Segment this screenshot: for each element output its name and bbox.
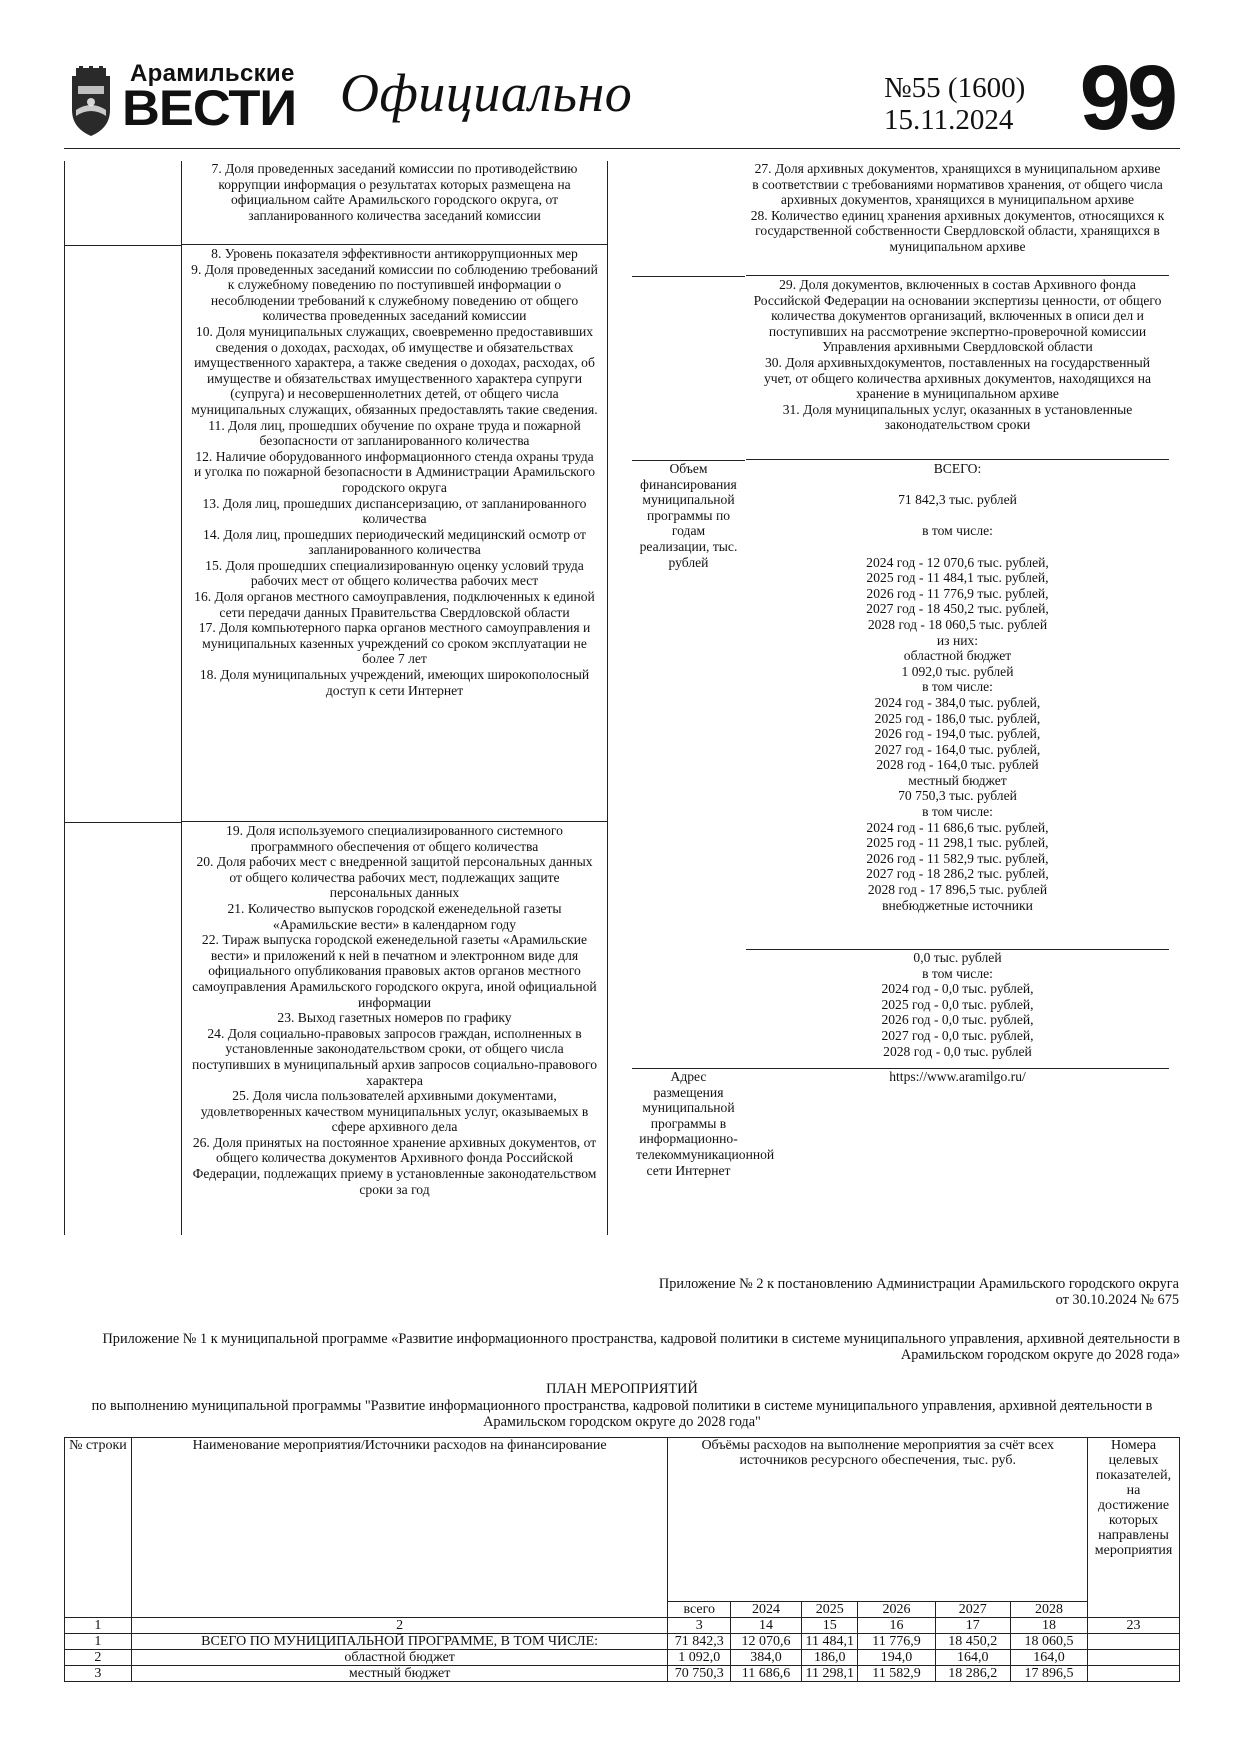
finance-line: в том числе: (922, 965, 993, 981)
right-cell-2 (746, 277, 1169, 460)
finance-line: 2028 год - 0,0 тыс. рублей (883, 1043, 1032, 1059)
finance-line (746, 477, 1169, 493)
finance-line: 2026 год - 11 776,9 тыс. рублей, (866, 585, 1049, 601)
indicator-item: 22. Тираж выпуска городской еженедельной газеты «Арамильские вести» и приложений к ней в печатном и электронном виде для официального опубликования правовых актов органов местного самоуправления Арамильского городского округа, иной официальной информации (192, 932, 597, 1010)
finance-values (746, 461, 1169, 950)
finance-line (746, 508, 1169, 524)
head-year: 2024 (731, 1602, 802, 1618)
finance-line: 2024 год - 384,0 тыс. рублей, (874, 694, 1041, 710)
row-value: 18 450,2 (935, 1634, 1010, 1650)
row-num: 3 (65, 1666, 132, 1682)
right-passport-table (632, 161, 1170, 1249)
row-value: 164,0 (1010, 1650, 1087, 1666)
page-number: 99 (1079, 47, 1174, 149)
address-link[interactable]: https://www.aramilgo.ru/ (889, 1069, 1026, 1084)
right-label-cell-1 (632, 161, 745, 277)
address-label: Адрес размещения муниципальной программы в информационно-телекоммуникационной сети Интернет (636, 1069, 775, 1178)
row-value: 18 060,5 (1010, 1634, 1087, 1650)
finance-line: 1 092,0 тыс. рублей (901, 663, 1014, 679)
left-cell-1 (182, 161, 607, 245)
finance-line: 2025 год - 11 484,1 тыс. рублей, (866, 570, 1049, 586)
annex-reference (79, 1276, 1179, 1308)
page-header (64, 44, 1180, 149)
row-value: 12 070,6 (731, 1634, 802, 1650)
finance-line: 2028 год - 18 060,5 тыс. рублей (867, 616, 1048, 632)
indicator-item: 25. Доля числа пользователей архивными документами, удовлетворенных качеством муниципальных услуг, оказываемых в сфере архивного дела (200, 1088, 589, 1135)
left-label-cell-2 (64, 246, 181, 823)
right-label-cell-2 (632, 277, 745, 461)
annex-line-2: от 30.10.2024 № 675 (1055, 1292, 1179, 1308)
finance-line: 2027 год - 18 286,2 тыс. рублей, (866, 866, 1049, 882)
row-value: 11 686,6 (731, 1666, 802, 1682)
left-label-cell-1 (64, 161, 181, 246)
finance-line: местный бюджет (908, 772, 1007, 788)
finance-line: 2024 год - 11 686,6 тыс. рублей, (866, 819, 1049, 835)
issue-info (884, 72, 1025, 136)
head-rownum: № строки (65, 1438, 132, 1618)
head-year: 2026 (858, 1602, 935, 1618)
indicator-item: 11. Доля лиц, прошедших обучение по охране труда и пожарной безопасности от запланированного количества (208, 417, 581, 449)
finance-line: из них: (936, 632, 979, 648)
row-value: 194,0 (858, 1650, 935, 1666)
colnum: 15 (802, 1618, 858, 1634)
row-name: ВСЕГО ПО МУНИЦИПАЛЬНОЙ ПРОГРАММЕ, В ТОМ ЧИСЛЕ: (131, 1634, 668, 1650)
row-value: 11 776,9 (858, 1634, 935, 1650)
row-name: местный бюджет (131, 1666, 668, 1682)
indicator-item: 28. Количество единиц хранения архивных документов, относящихся к государственной собственности Свердловской области, хранящихся в муниципальном архиве (750, 207, 1165, 254)
indicator-item: 20. Доля рабочих мест с внедренной защитой персональных данных от общего количества рабочих мест, подлежащих защите персональных данных (196, 854, 593, 901)
brand-name-main: ВЕСТИ (122, 80, 297, 136)
left-indicators-table (64, 161, 608, 1235)
colnum: 23 (1088, 1618, 1180, 1634)
row-value: 11 582,9 (858, 1666, 935, 1682)
coat-of-arms-icon (66, 66, 116, 138)
finance-line: 2025 год - 186,0 тыс. рублей, (874, 710, 1041, 726)
right-cell-1 (746, 161, 1169, 276)
finance-line: в том числе: (922, 804, 993, 820)
finance-line: 70 750,3 тыс. рублей (898, 788, 1017, 804)
left-cell-3 (182, 823, 607, 1235)
indicator-item: 9. Доля проведенных заседаний комиссии по соблюдению требований к служебному поведению по поступившей информации о несоблюдении требований к служебному поведению от общего количества проведенных заседаний комиссии (191, 261, 598, 324)
left-cell-2 (182, 246, 607, 822)
row-value: 17 896,5 (1010, 1666, 1087, 1682)
row-value: 11 484,1 (802, 1634, 858, 1650)
table-row (65, 1634, 1180, 1650)
annex-line-1: Приложение № 2 к постановлению Администрации Арамильского городского округа (658, 1276, 1179, 1292)
indicator-item: 12. Наличие оборудованного информационного стенда охраны труда и уголка по пожарной безопасности в Администрации Арамильского городского округа (194, 448, 595, 495)
finance-line: 2025 год - 11 298,1 тыс. рублей, (866, 835, 1049, 851)
finance-line: в том числе: (922, 679, 993, 695)
finance-line: 2026 год - 11 582,9 тыс. рублей, (866, 850, 1049, 866)
row-name: областной бюджет (131, 1650, 668, 1666)
row-total: 71 842,3 (668, 1634, 731, 1650)
colnum: 18 (1010, 1618, 1087, 1634)
indicator-item: 17. Доля компьютерного парка органов местного самоуправления и муниципальных казенных учреждений со сроком эксплуатации не более 7 лет (198, 620, 591, 667)
finance-line: 2024 год - 0,0 тыс. рублей, (881, 981, 1034, 997)
table-row (65, 1650, 1180, 1666)
colnum: 17 (935, 1618, 1010, 1634)
row-value: 18 286,2 (935, 1666, 1010, 1682)
row-num: 1 (65, 1634, 132, 1650)
head-total: всего (668, 1602, 731, 1618)
indicator-item: 27. Доля архивных документов, хранящихся в муниципальном архиве в соответствии с требованиями нормативов хранения, от общего числа архивных документов, хранящихся в муниципальном архиве (752, 161, 1163, 208)
colnum: 16 (858, 1618, 935, 1634)
finance-line: 2026 год - 194,0 тыс. рублей, (874, 726, 1041, 742)
head-targets: Номера целевых показателей, на достижение которых направлены мероприятия (1088, 1438, 1180, 1618)
indicator-item: 8. Уровень показателя эффективности антикоррупционных мер (211, 246, 578, 261)
indicator-item: 15. Доля прошедших специализированную оценку условий труда рабочих мест от общего количества рабочих мест (205, 557, 584, 589)
extra-budget-values (746, 950, 1169, 1069)
issue-date: 15.11.2024 (884, 104, 1014, 136)
row-total: 70 750,3 (668, 1666, 731, 1682)
finance-line: 71 842,3 тыс. рублей (898, 492, 1017, 508)
indicator-item: 13. Доля лиц, прошедших диспансеризацию, от запланированного количества (202, 495, 587, 527)
indicator-item: 29. Доля документов, включенных в состав Архивного фонда Российской Федерации на основании экспертизы ценности, от общего количества документов организаций, включенных в описи дел и поступивших на рассмотрение экспертно-проверочной комиссии Управления архивными Свердловской области (753, 277, 1162, 355)
colnum-row (65, 1618, 1180, 1634)
finance-line: 2028 год - 17 896,5 тыс. рублей (867, 882, 1048, 898)
plan-subtitle: по выполнению муниципальной программы "Развитие информационного пространства, кадровой политики в системе муниципального управления, архивной деятельности в Арамильском городском округе до 2028 года" (91, 1398, 1153, 1430)
finance-line: 2024 год - 12 070,6 тыс. рублей, (866, 554, 1049, 570)
brand-name-top: Арамильские (130, 60, 295, 87)
finance-line: ВСЕГО: (933, 461, 982, 476)
finance-line: 2025 год - 0,0 тыс. рублей, (881, 996, 1034, 1012)
row-targets (1088, 1650, 1180, 1666)
indicator-item: 16. Доля органов местного самоуправления, подключенных к единой сети передачи данных Правительства Свердловской области (194, 589, 595, 620)
row-targets (1088, 1666, 1180, 1682)
newspaper-logo (66, 60, 297, 144)
row-targets (1088, 1634, 1180, 1650)
row-value: 384,0 (731, 1650, 802, 1666)
indicator-item: 19. Доля используемого специализированного системного программного обеспечения от общего количества (226, 823, 563, 854)
indicator-item: 21. Количество выпусков городской еженедельной газеты «Арамильские вести» в календарном году (227, 900, 562, 932)
row-num: 2 (65, 1650, 132, 1666)
indicator-item: 14. Доля лиц, прошедших периодический медицинский осмотр от запланированного количества (203, 526, 586, 558)
indicator-item: 18. Доля муниципальных учреждений, имеющих широкополосный доступ к сети Интернет (199, 667, 590, 698)
finance-line (746, 539, 1169, 555)
row-value: 186,0 (802, 1650, 858, 1666)
finance-line: в том числе: (922, 523, 993, 539)
indicator-item: 23. Выход газетных номеров по графику (277, 1010, 512, 1026)
issue-number: №55 (1600) (884, 72, 1026, 104)
plan-table (64, 1437, 1180, 1682)
indicator-item: 7. Доля проведенных заседаний комиссии по противодействию коррупции информация о результатах которых размещена на официальном сайте Арамильского городского округа, от запланированного количества заседаний комиссии (211, 161, 578, 223)
finance-label: Объем финансирования муниципальной программы по годам реализации, тыс. рублей (639, 461, 738, 570)
colnum: 1 (65, 1618, 132, 1634)
colnum: 2 (131, 1618, 668, 1634)
row-total: 1 092,0 (668, 1650, 731, 1666)
indicator-item: 10. Доля муниципальных служащих, своевременно предоставивших сведения о доходах, расходах, об имуществе и обязательствах имущественного характера, а также сведения о доходах, расходах, об имуществе и обязательствах имущественного характера супруги (супруга) и несовершеннолетних детей, от общего числа муниципальных служащих, обязанных предоставлять такие сведения. (191, 323, 598, 417)
finance-line: областной бюджет (903, 648, 1012, 664)
finance-line: 2026 год - 0,0 тыс. рублей, (881, 1012, 1034, 1028)
plan-title: ПЛАН МЕРОПРИЯТИЙ (546, 1381, 698, 1397)
head-name: Наименование мероприятия/Источники расходов на финансирование (131, 1438, 668, 1618)
finance-line: 2027 год - 18 450,2 тыс. рублей, (866, 601, 1049, 617)
row-value: 11 298,1 (802, 1666, 858, 1682)
colnum: 3 (668, 1618, 731, 1634)
finance-line: 2027 год - 0,0 тыс. рублей, (881, 1027, 1034, 1043)
annex-program-ref: Приложение № 1 к муниципальной программе «Развитие информационного пространства, кадровой политики в системе муниципального управления, архивной деятельности в Арамильском городском округе до 2028 года» (102, 1331, 1180, 1363)
section-title: Официально (340, 63, 633, 123)
finance-line: 2028 год - 164,0 тыс. рублей (876, 757, 1039, 773)
head-volumes: Объёмы расходов на выполнение мероприятия за счёт всех источников ресурсного обеспечения, тыс. руб. (668, 1438, 1088, 1602)
row-value: 164,0 (935, 1650, 1010, 1666)
indicator-item: 30. Доля архивныхдокументов, поставленных на государственный учет, от общего количества архивных документов, находящихся на хранение в муниципальном архиве (763, 354, 1152, 402)
head-year: 2027 (935, 1602, 1010, 1618)
finance-line: 2027 год - 164,0 тыс. рублей, (874, 741, 1041, 757)
colnum: 14 (731, 1618, 802, 1634)
indicator-item: 24. Доля социально-правовых запросов граждан, исполненных в установленные законодательством сроки, от общего числа поступивших в муниципальный архив запросов социально-правового характера (191, 1025, 597, 1088)
finance-line: 0,0 тыс. рублей (913, 950, 1002, 965)
indicator-item: 26. Доля принятых на постоянное хранение архивных документов, от общего количества документов Архивного фонда Российской Федерации, подлежащих приему в установленные законодательством сроки за год (192, 1134, 597, 1197)
finance-line: внебюджетные источники (882, 897, 1033, 913)
head-year: 2025 (802, 1602, 858, 1618)
table-row (65, 1666, 1180, 1682)
indicator-item: 31. Доля муниципальных услуг, оказанных в установленные законодательством сроки (782, 401, 1133, 433)
head-year: 2028 (1010, 1602, 1087, 1618)
